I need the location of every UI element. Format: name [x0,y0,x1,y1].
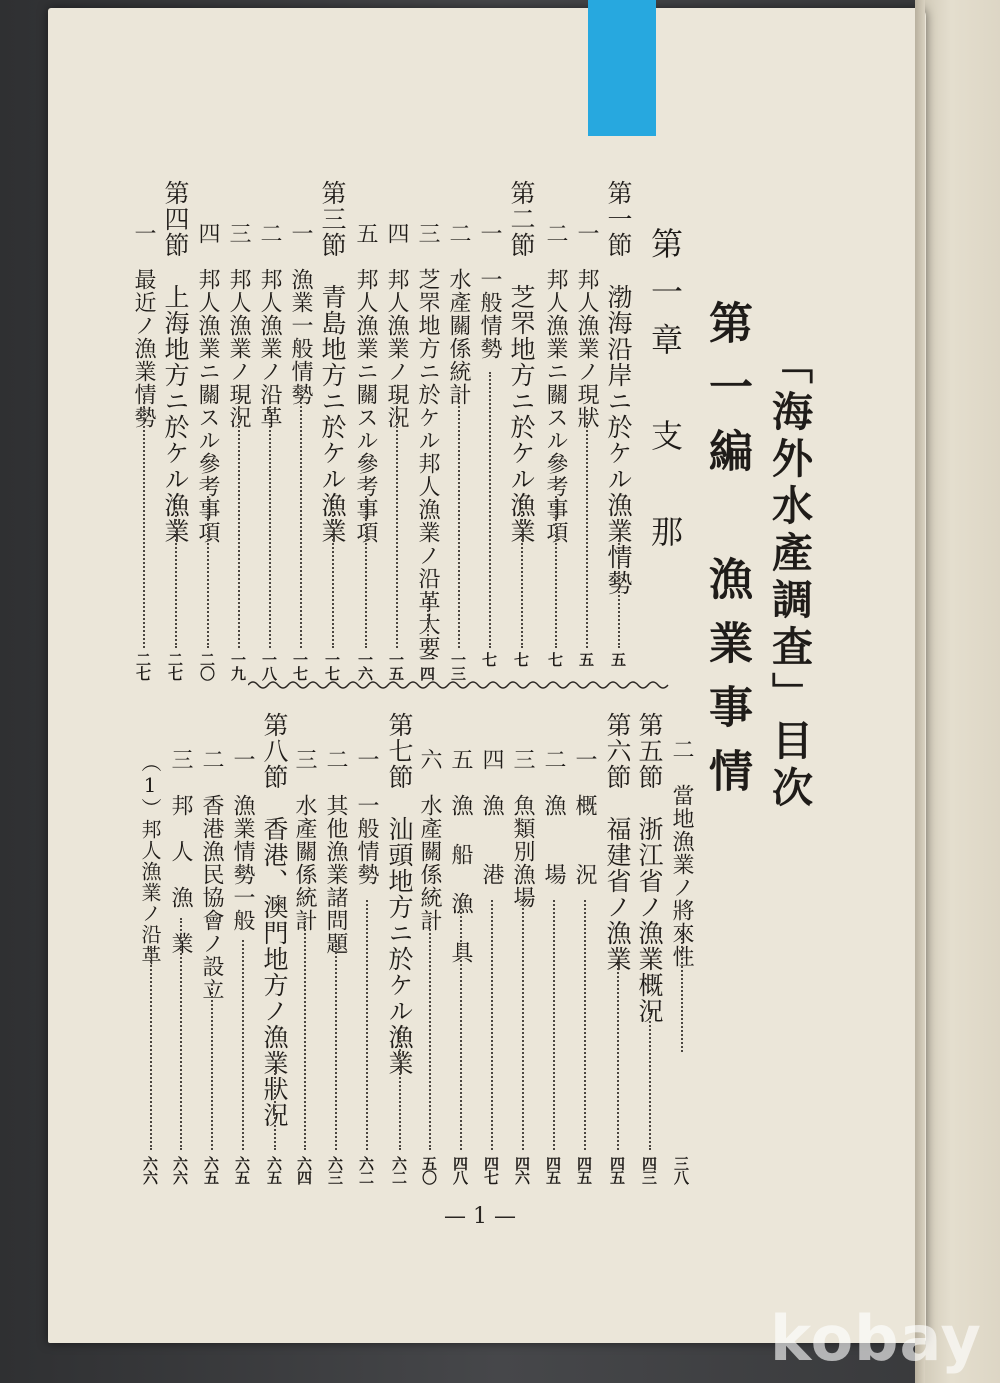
page-number: 六二 [357,1156,375,1184]
page-number: 一七 [291,652,309,680]
dot-leader [143,394,145,648]
dot-leader [242,940,244,1150]
toc-entry: 第八節 香港、澳門地方ノ漁業狀況 [260,712,289,1128]
toc-entry: 四 邦人漁業ニ關スル參考事項 [195,222,220,544]
dot-leader [269,394,271,648]
toc-entry: 一 邦人漁業ノ現狀 [574,222,599,429]
dot-leader [304,918,306,1150]
toc-entry: 一 概 況 [572,748,597,886]
dot-leader [618,540,620,648]
toc-entry: 三 邦人漁業ノ現況 [226,222,251,429]
page-number: 六四 [295,1156,313,1184]
toc-entry: 一 一般情勢 [354,748,379,886]
page-number: 四三 [640,1156,658,1184]
book-title: 「海外水產調査」目次 [765,343,813,813]
toc-entry: 三 魚類別漁場 [510,748,535,909]
toc-entry: 五 漁 船 漁 具 [448,748,473,964]
toc-entry: 二 香港漁民協會ノ設立 [199,748,224,1001]
dot-leader [649,1010,651,1150]
page-number: 七 [546,652,564,666]
page-number: 四五 [608,1156,626,1184]
chapter-title: 第一章 支 那 [646,227,684,563]
toc-entry: 第四節 上海地方ニ於ケル漁業 [161,180,190,544]
toc-entry: 四 漁 港 [479,748,504,886]
dot-leader [491,900,493,1150]
page-number: 七 [512,652,530,666]
toc-entry: 二 當地漁業ノ將來性 [669,738,694,968]
dot-leader [584,900,586,1150]
toc-entry: 三 水產關係統計 [292,748,317,932]
page-number: 六五 [233,1156,251,1184]
page-number: 六六 [171,1156,189,1184]
page-number: 五 [577,652,595,666]
page-number: 六五 [265,1156,283,1184]
page-number: 二七 [166,652,184,680]
page-number: 二七 [134,652,152,680]
toc-entry: 五 邦人漁業ニ關スル參考事項 [353,222,378,544]
dot-leader [335,940,337,1150]
part-title: 第一編 漁業事情 [701,300,752,812]
dot-leader [366,900,368,1150]
toc-entry: 六 水產關係統計 [417,748,442,932]
toc-entry: 二 其他漁業諸問題 [323,748,348,955]
page-number: 一三 [449,652,467,680]
page-number: 五 [609,652,627,666]
dot-leader [617,960,619,1150]
toc-entry: 二 水產關係統計 [446,222,471,406]
page-number: 七 [480,652,498,666]
page-number: 六六 [141,1156,159,1184]
dot-leader [458,394,460,648]
dot-leader [207,496,209,648]
dot-leader [332,500,334,648]
page-number: 四七 [482,1156,500,1184]
dot-leader [150,946,152,1150]
page-number: 四五 [575,1156,593,1184]
dot-leader [555,496,557,648]
dot-leader [399,1030,401,1150]
dot-leader [396,394,398,648]
page-number: 四六 [513,1156,531,1184]
watermark-logo: kobay [770,1302,982,1375]
folio-page-number: — 1 — [444,1204,516,1229]
toc-entry: 第二節 芝罘地方ニ於ケル漁業 [507,180,536,544]
page-number: 四五 [544,1156,562,1184]
dot-leader [521,500,523,648]
toc-entry: 二 邦人漁業ニ關スル參考事項 [543,222,568,544]
dot-leader [175,500,177,648]
next-page-edge [918,0,1000,1383]
dot-leader [681,930,683,1052]
toc-entry: 一 最近ノ漁業情勢 [131,222,156,429]
wavy-divider [248,676,672,694]
toc-entry: 一 一般情勢 [477,222,502,360]
dot-leader [429,918,431,1150]
dot-leader [427,598,429,648]
toc-entry: 三 邦 人 漁 業 [168,748,193,955]
toc-entry: 第六節 福建省ノ漁業 [603,712,632,972]
dot-leader [586,410,588,648]
dot-leader [274,1070,276,1150]
toc-entry: 三 芝罘地方ニ於ケル邦人漁業ノ沿革大要 [415,222,440,659]
dot-leader [238,394,240,648]
page-number: 三八 [672,1156,690,1184]
dot-leader [365,496,367,648]
blue-sticky-tab [588,0,656,136]
page-spine-edge [915,0,925,1383]
toc-entry: 二 邦人漁業ノ沿革 [257,222,282,429]
toc-entry: 第五節 浙江省ノ漁業概況 [635,712,664,1024]
page-number: 一五 [387,652,405,680]
dot-leader [489,372,491,648]
page-number: 一六 [356,652,374,680]
page-number: 二〇 [198,652,216,680]
page-number: 一八 [260,652,278,680]
dot-leader [211,984,213,1150]
page-number: 五〇 [420,1156,438,1184]
page-number: 六五 [202,1156,220,1184]
page-number: 六三 [326,1156,344,1184]
dot-leader [300,394,302,648]
toc-entry: 一 漁業一般情勢 [288,222,313,406]
dot-leader [553,900,555,1150]
page-number: 六二 [390,1156,408,1184]
toc-entry: 一 漁業情勢一般 [230,748,255,932]
page-number: 一九 [229,652,247,680]
toc-entry: 第七節 汕頭地方ニ於ケル漁業 [385,712,414,1076]
toc-entry: 二 漁 場 [541,748,566,886]
page-number: 一七 [323,652,341,680]
dot-leader [460,900,462,1150]
page-number: 四八 [451,1156,469,1184]
toc-entry: （1）邦人漁業ノ沿革 [138,752,162,966]
toc-entry: 第三節 青島地方ニ於ケル漁業 [318,180,347,544]
page-number: 一四 [418,652,436,680]
toc-entry: 第一節 渤海沿岸ニ於ケル漁業情勢 [604,180,633,596]
dot-leader [180,918,182,1150]
dot-leader [522,900,524,1150]
toc-entry: 四 邦人漁業ノ現況 [384,222,409,429]
